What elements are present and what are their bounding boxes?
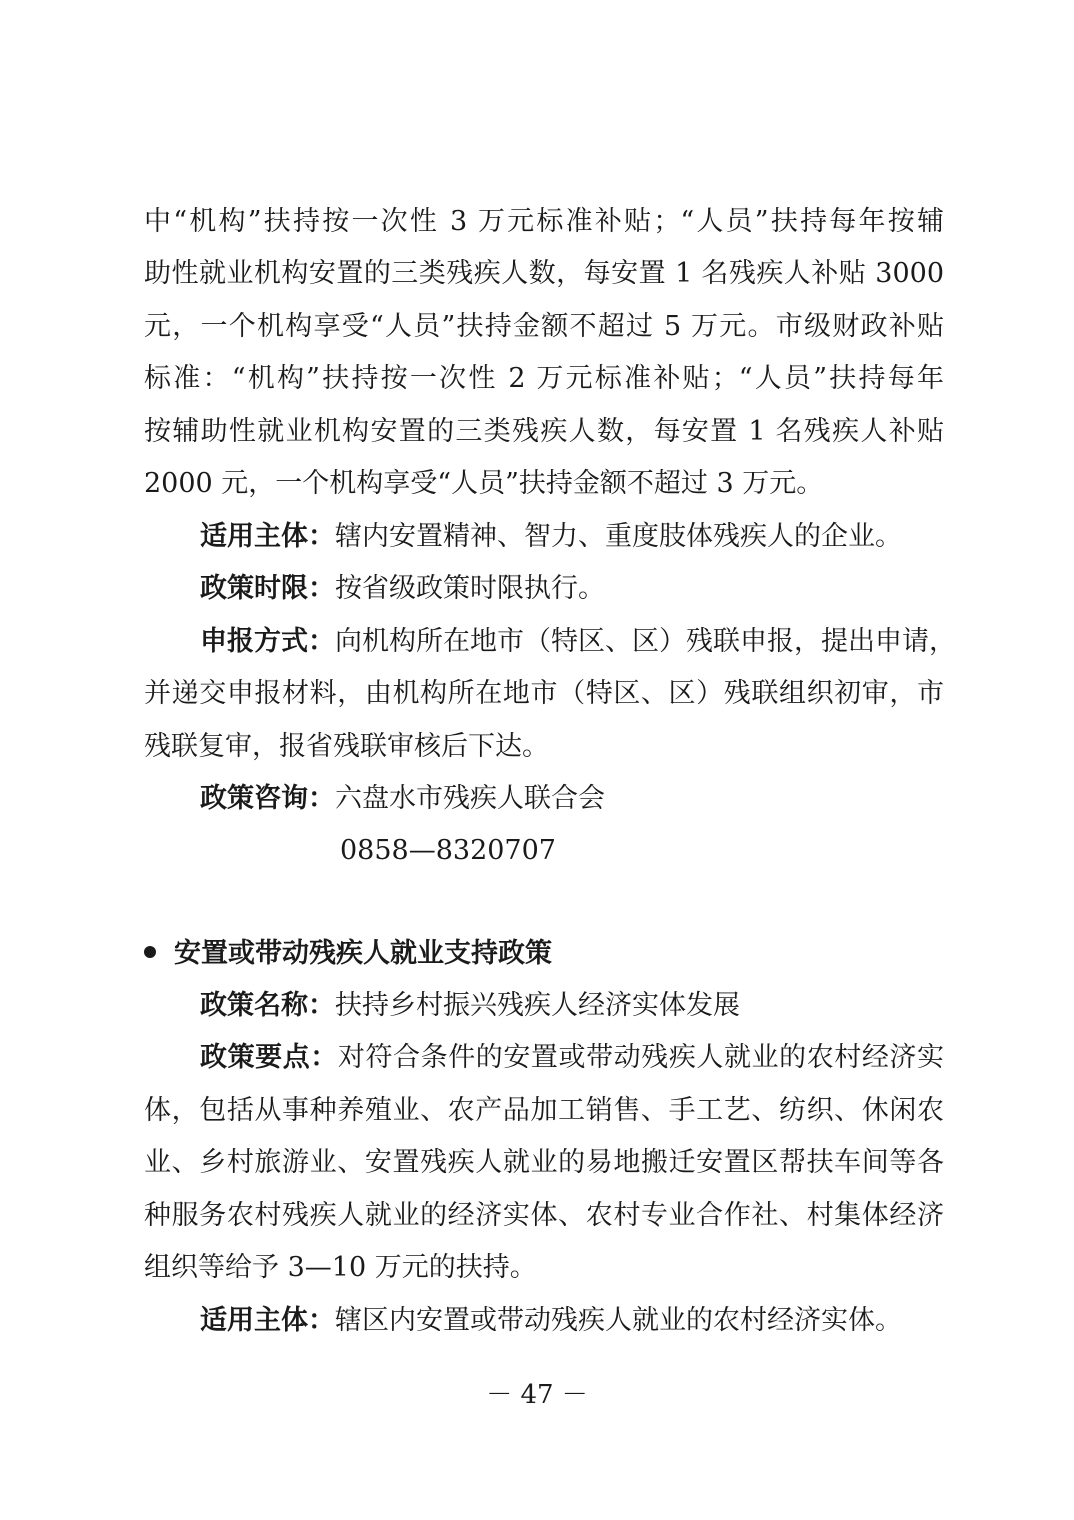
policy-name-label: 政策名称： — [200, 990, 335, 1021]
paragraph-line: 助性就业机构安置的三类残疾人数，每安置 1 名残疾人补贴 3000 — [144, 258, 944, 289]
policy-name-entry — [200, 988, 944, 1024]
paragraph-line: 2000 元，一个机构享受“人员”扶持金额不超过 3 万元。 — [144, 468, 824, 499]
policy-points-line: 种服务农村残疾人就业的经济实体、农村专业合作社、村集体经济 — [144, 1200, 944, 1231]
consult-label: 政策咨询： — [200, 783, 335, 814]
section-heading — [144, 936, 944, 972]
application-label: 申报方式： — [200, 626, 335, 657]
paragraph-line: 标准：“机构”扶持按一次性 2 万元标准补贴；“人员”扶持每年 — [144, 363, 944, 394]
policy-name-text: 扶持乡村振兴残疾人经济实体发展 — [335, 990, 740, 1021]
time-limit-entry — [200, 571, 944, 607]
application-line: 残联复审，报省残联审核后下达。 — [144, 731, 549, 762]
paragraph-line: 元，一个机构享受“人员”扶持金额不超过 5 万元。市级财政补贴 — [144, 311, 944, 342]
paragraph-line: 中“机构”扶持按一次性 3 万元标准补贴；“人员”扶持每年按辅 — [144, 206, 944, 237]
consult-entry — [200, 781, 944, 817]
time-limit-label: 政策时限： — [200, 573, 335, 604]
applicable-text: 辖内安置精神、智力、重度肢体残疾人的企业。 — [335, 521, 902, 552]
applicable-label-2: 适用主体： — [200, 1305, 335, 1336]
section-heading-text: 安置或带动残疾人就业支持政策 — [174, 938, 552, 969]
time-limit-text: 按省级政策时限执行。 — [335, 573, 605, 604]
application-text: 向机构所在地市（特区、区）残联申报，提出申请， — [335, 626, 956, 657]
applicable-entry — [200, 519, 944, 555]
paragraph-line: 按辅助性就业机构安置的三类残疾人数，每安置 1 名残疾人补贴 — [144, 416, 944, 447]
consult-text: 六盘水市残疾人联合会 — [335, 783, 605, 814]
policy-points-label: 政策要点： — [200, 1042, 338, 1073]
page-number: － 47 － — [486, 1380, 588, 1410]
applicable-label: 适用主体： — [200, 521, 335, 552]
policy-points-line: 体，包括从事种养殖业、农产品加工销售、手工艺、纺织、休闲农 — [144, 1095, 944, 1126]
consult-phone: 0858—8320707 — [340, 835, 556, 866]
policy-points-line: 组织等给予 3—10 万元的扶持。 — [144, 1252, 537, 1283]
applicable-entry-2 — [200, 1303, 944, 1339]
bullet-icon — [144, 946, 156, 958]
policy-points-line: 业、乡村旅游业、安置残疾人就业的易地搬迁安置区帮扶车间等各 — [144, 1147, 944, 1178]
applicable-text-2: 辖区内安置或带动残疾人就业的农村经济实体。 — [335, 1305, 902, 1336]
policy-points-entry — [200, 1040, 944, 1076]
application-line: 并递交申报材料，由机构所在地市（特区、区）残联组织初审，市 — [144, 678, 944, 709]
application-entry — [200, 624, 956, 660]
policy-points-text: 对符合条件的安置或带动残疾人就业的农村经济实 — [337, 1042, 945, 1073]
